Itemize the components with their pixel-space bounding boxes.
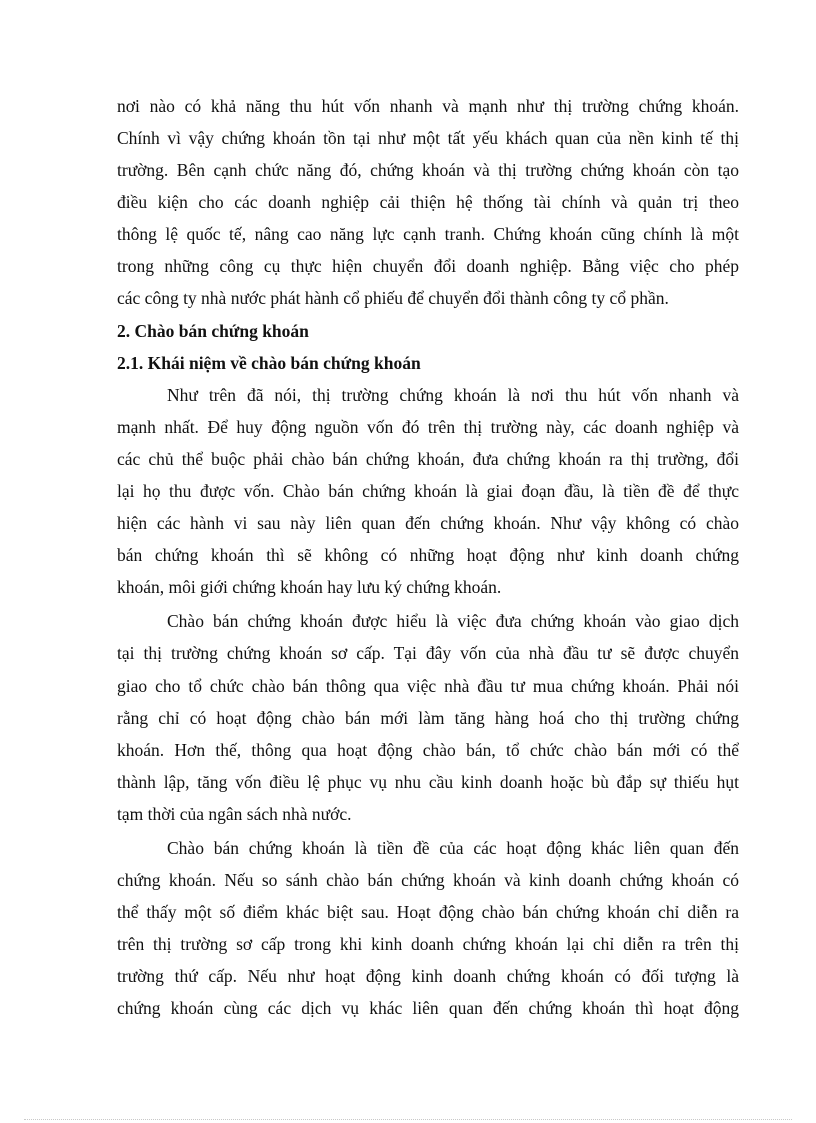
paragraph-1-line: điều kiện cho các doanh nghiệp cải thiện hệ thống tài chính và quản trị theo	[117, 192, 739, 212]
paragraph-1-line: trường. Bên cạnh chức năng đó, chứng khoán và thị trường chứng khoán còn tạo	[117, 160, 739, 180]
paragraph-4-line: Chào bán chứng khoán là tiền đề của các hoạt động khác liên quan đến	[167, 838, 739, 858]
paragraph-2-line: hiện các hành vi sau này liên quan đến chứng khoán. Như vậy không có chào	[117, 513, 739, 533]
paragraph-2-line: mạnh nhất. Để huy động nguồn vốn đó trên thị trường này, các doanh nghiệp và	[117, 417, 739, 437]
paragraph-4-line: chứng khoán. Nếu so sánh chào bán chứng khoán và kinh doanh chứng khoán có	[117, 870, 739, 890]
paragraph-3-line: thành lập, tăng vốn điều lệ phục vụ nhu cầu kinh doanh hoặc bù đắp sự thiếu hụt	[117, 772, 739, 792]
paragraph-2-line: khoán, môi giới chứng khoán hay lưu ký chứng khoán.	[117, 577, 502, 597]
paragraph-1-line: nơi nào có khả năng thu hút vốn nhanh và mạnh như thị trường chứng khoán.	[117, 96, 739, 116]
paragraph-3-line: rằng chỉ có hoạt động chào bán mới làm tăng hàng hoá cho thị trường chứng	[117, 708, 739, 728]
paragraph-2-line: lại họ thu được vốn. Chào bán chứng khoán là giai đoạn đầu, là tiền đề để thực	[117, 481, 739, 501]
paragraph-3-line: tạm thời của ngân sách nhà nước.	[117, 804, 352, 824]
paragraph-1-line: thông lệ quốc tế, nâng cao năng lực cạnh tranh. Chứng khoán cũng chính là một	[117, 224, 739, 244]
paragraph-1-line: các công ty nhà nước phát hành cổ phiếu để chuyển đổi thành công ty cổ phần.	[117, 288, 669, 308]
paragraph-3-line: Chào bán chứng khoán được hiểu là việc đưa chứng khoán vào giao dịch	[167, 611, 739, 631]
paragraph-4-line: trường thứ cấp. Nếu như hoạt động kinh doanh chứng khoán có đối tượng là	[117, 966, 739, 986]
page-bottom-divider	[24, 1119, 792, 1120]
paragraph-3-line: tại thị trường chứng khoán sơ cấp. Tại đây vốn của nhà đầu tư sẽ được chuyển	[117, 643, 739, 663]
paragraph-4-line: trên thị trường sơ cấp trong khi kinh doanh chứng khoán lại chỉ diễn ra trên thị	[117, 934, 739, 954]
paragraph-1-line: trong những công cụ thực hiện chuyển đổi doanh nghiệp. Bằng việc cho phép	[117, 256, 739, 276]
paragraph-2-line: các chủ thể buộc phải chào bán chứng khoán, đưa chứng khoán ra thị trường, đổi	[117, 449, 739, 469]
paragraph-4-line: chứng khoán cùng các dịch vụ khác liên quan đến chứng khoán thì hoạt động	[117, 998, 739, 1018]
paragraph-2-line: Như trên đã nói, thị trường chứng khoán là nơi thu hút vốn nhanh và	[167, 385, 739, 405]
section-heading: 2. Chào bán chứng khoán	[117, 321, 309, 341]
paragraph-3-line: giao cho tổ chức chào bán thông qua việc nhà đầu tư mua chứng khoán. Phải nói	[117, 676, 739, 696]
subsection-heading: 2.1. Khái niệm về chào bán chứng khoán	[117, 353, 421, 373]
paragraph-3-line: khoán. Hơn thế, thông qua hoạt động chào bán, tổ chức chào bán mới có thể	[117, 740, 739, 760]
paragraph-4-line: thể thấy một số điểm khác biệt sau. Hoạt động chào bán chứng khoán chỉ diễn ra	[117, 902, 739, 922]
paragraph-1-line: Chính vì vậy chứng khoán tồn tại như một tất yếu khách quan của nền kinh tế thị	[117, 128, 739, 148]
paragraph-2-line: bán chứng khoán thì sẽ không có những hoạt động như kinh doanh chứng	[117, 545, 739, 565]
